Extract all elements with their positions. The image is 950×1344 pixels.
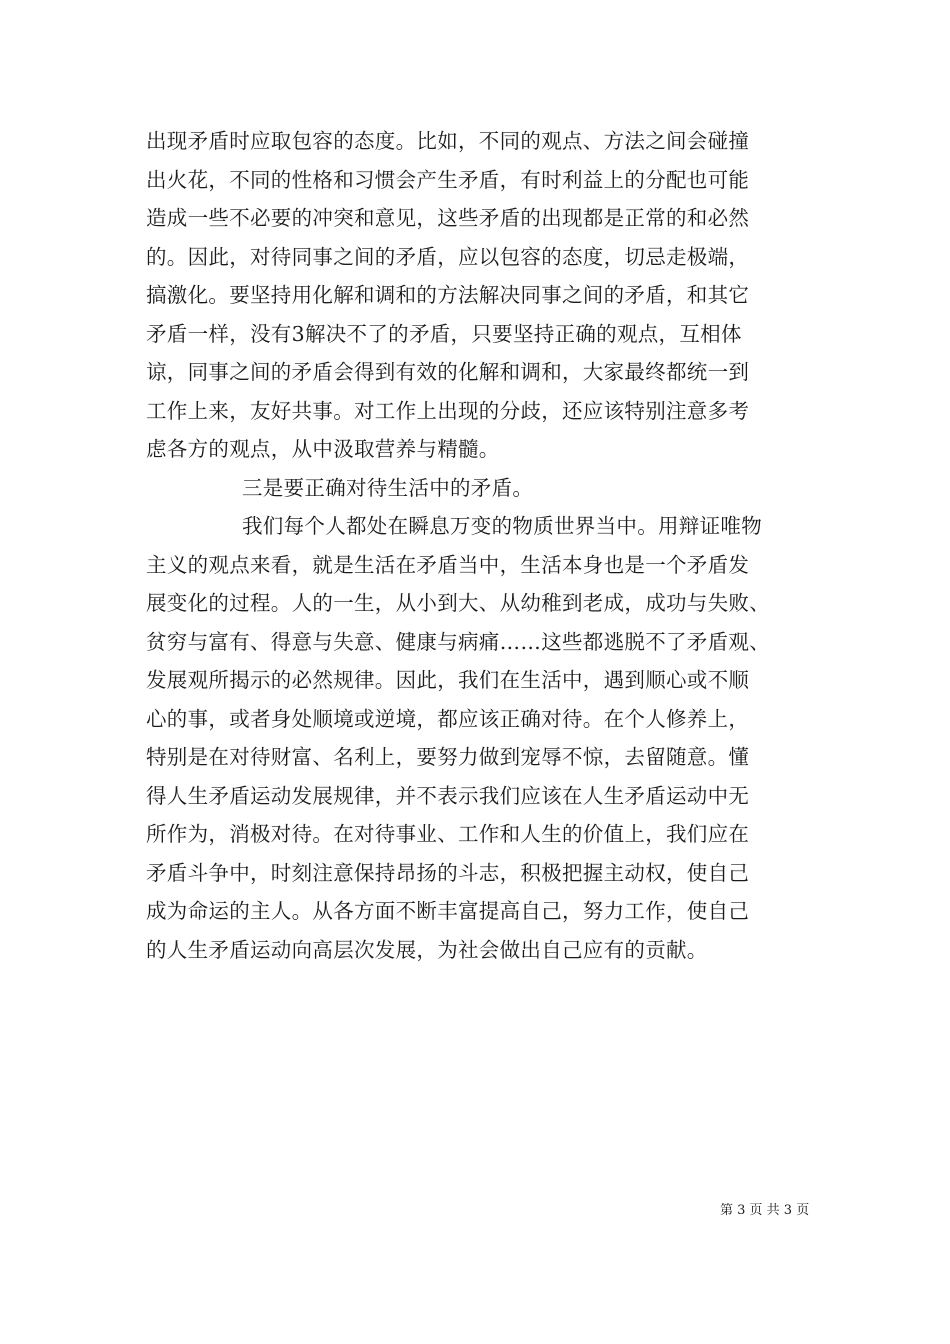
text-line: 贫穷与富有、得意与失意、健康与病痛……这些都逃脱不了矛盾观、 [146,629,770,654]
text-line: 出现矛盾时应取包容的态度。比如，不同的观点、方法之间会碰撞 [146,129,750,153]
text-line: 所作为，消极对待。在对待事业、工作和人生的价值上，我们应在 [146,822,750,846]
text-line: 发展观所揭示的必然规律。因此，我们在生活中，遇到顺心或不顺 [146,668,750,692]
text-line: 矛盾一样，没有3解决不了的矛盾，只要坚持正确的观点，互相体 [146,321,742,346]
paragraph-first-line: 我们每个人都处在瞬息万变的物质世界当中。用辩证唯物 [242,514,762,538]
text-line: 展变化的过程。人的一生，从小到大、从幼稚到老成，成功与失败、 [146,591,770,615]
text-line: 心的事，或者身处顺境或逆境，都应该正确对待。在个人修养上， [146,706,750,731]
section-heading: 三是要正确对待生活中的矛盾。 [242,475,534,500]
body-text [146,122,826,969]
text-line: 出火花，不同的性格和习惯会产生矛盾，有时利益上的分配也可能 [146,167,750,192]
text-line: 谅，同事之间的矛盾会得到有效的化解和调和，大家最终都统一到 [146,360,750,384]
page-number-footer: 第 3 页 共 3 页 [720,1203,810,1218]
text-line: 造成一些不必要的冲突和意见，这些矛盾的出现都是正常的和必然 [146,206,750,230]
text-line: 的人生矛盾运动向高层次发展，为社会做出自己应有的贡献。 [146,937,708,962]
text-line: 虑各方的观点，从中汲取营养与精髓。 [146,437,500,461]
text-line: 主义的观点来看，就是生活在矛盾当中，生活本身也是一个矛盾发 [146,552,750,577]
text-line: 得人生矛盾运动发展规律，并不表示我们应该在人生矛盾运动中无 [146,783,750,808]
text-line: 成为命运的主人。从各方面不断丰富提高自己，努力工作，使自己 [146,899,750,923]
text-line: 矛盾斗争中，时刻注意保持昂扬的斗志，积极把握主动权，使自己 [146,860,750,885]
text-line: 特别是在对待财富、名利上，要努力做到宠辱不惊，去留随意。懂 [146,745,750,769]
text-line: 搞激化。要坚持用化解和调和的方法解决同事之间的矛盾，和其它 [146,283,750,307]
text-line: 的。因此，对待同事之间的矛盾，应以包容的态度，切忌走极端， [146,244,750,269]
text-line: 工作上来，友好共事。对工作上出现的分歧，还应该特别注意多考 [146,398,750,423]
